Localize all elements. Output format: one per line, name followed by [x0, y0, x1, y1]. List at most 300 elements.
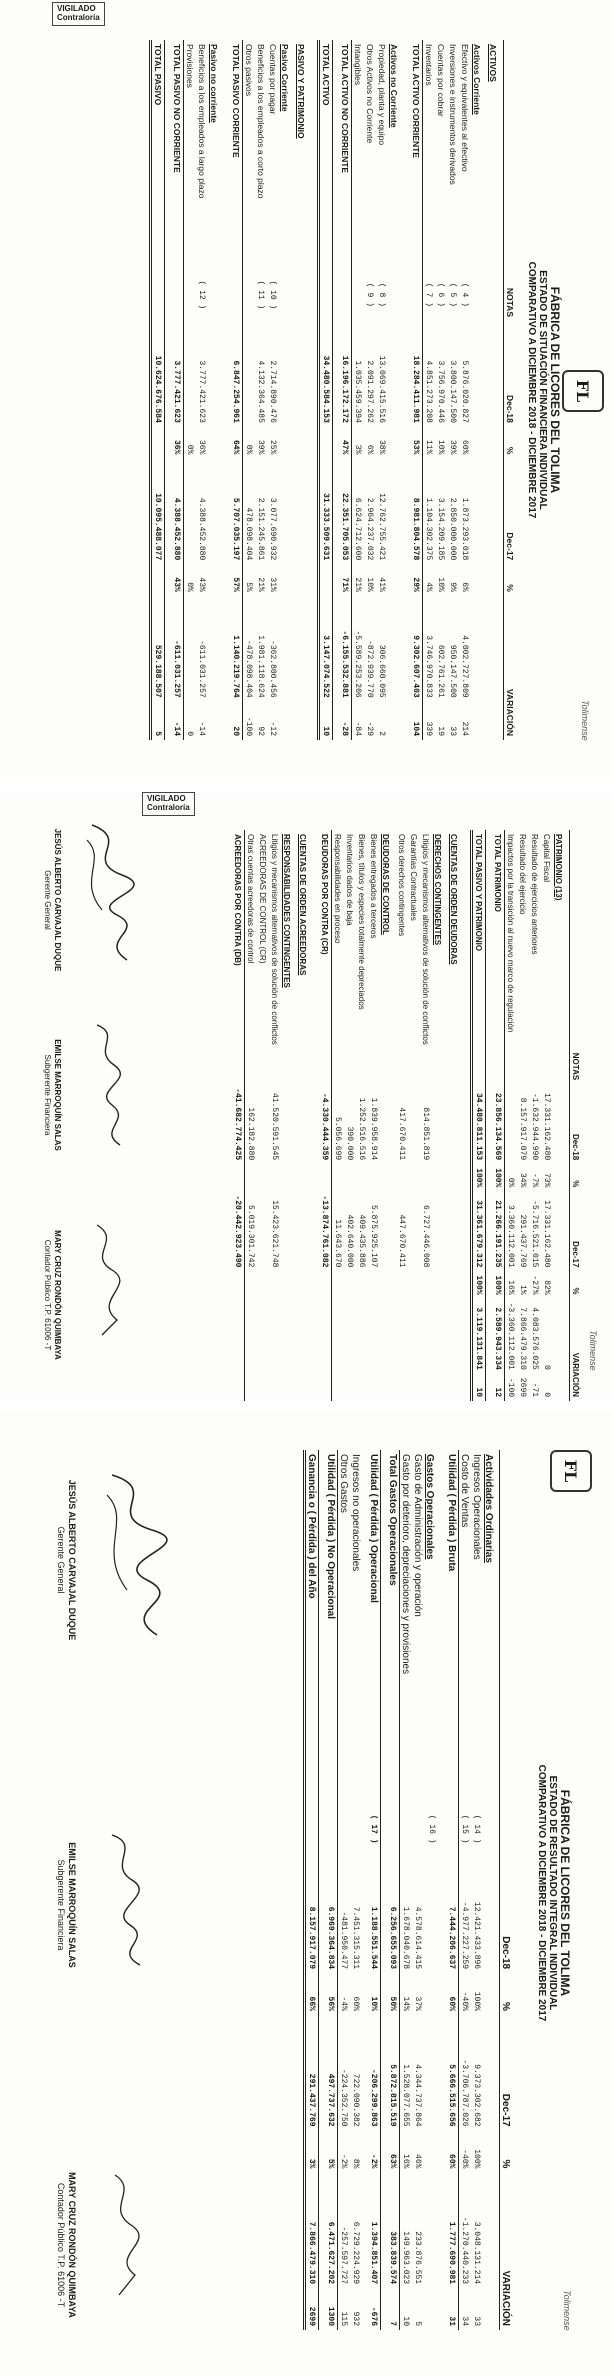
value-dec-18 — [295, 321, 311, 427]
variation-value — [380, 1299, 396, 1374]
row-note: ( 15 ) — [460, 1814, 470, 1844]
row-note: ( 9 ) — [365, 282, 375, 307]
table-row — [319, 1450, 326, 2330]
table-row — [541, 830, 553, 1401]
value-dec-17 — [471, 458, 487, 564]
percent-dec-18: 60% — [446, 1973, 459, 2015]
value-dec-18 — [408, 1084, 420, 1164]
row-label: Total Gastos Operacionales — [387, 1450, 400, 1801]
row-note — [492, 1049, 505, 1084]
percent-dec-17 — [471, 564, 487, 596]
variation-percent: -71 — [530, 1382, 540, 1398]
value-dec-17: 12.762.755.421 — [377, 493, 387, 561]
row-label: Resultado de ejercicios anteriores — [530, 834, 540, 955]
variation-value — [295, 596, 311, 702]
percent-dec-18 — [332, 1164, 345, 1191]
row-label: Inversiones e instrumentos derivados — [448, 44, 458, 185]
variation-value — [396, 1299, 408, 1374]
percent-dec-18 — [487, 427, 504, 459]
percent-dec-18: 0% — [185, 444, 195, 455]
percent-dec-18: 56% — [325, 1973, 338, 2015]
variation-value — [388, 596, 404, 702]
percent-dec-17 — [408, 1271, 420, 1298]
value-dec-17 — [279, 458, 295, 564]
value-dec-18: 3.800.147.500 — [448, 360, 458, 423]
variation-percent — [420, 1374, 432, 1401]
variation-value: 602.761.261 — [436, 644, 446, 698]
table-row — [338, 1450, 351, 2330]
table-row — [295, 40, 311, 740]
percent-dec-17: 21% — [353, 577, 363, 592]
table-row — [448, 830, 464, 1401]
percent-dec-18: 11% — [424, 440, 434, 455]
value-dec-17: 31.361.679.312 — [472, 1191, 486, 1271]
value-dec-18: 16.196.172.172 — [339, 321, 352, 427]
percent-dec-17: 31% — [268, 577, 278, 592]
table-row — [459, 1450, 472, 2330]
row-label: CUENTAS DE ORDEN DEUDORAS — [449, 834, 459, 965]
percent-dec-18: 47% — [339, 427, 352, 459]
table-row — [184, 40, 197, 740]
vigilado-stamp: VIGILADO Contraloría — [52, 2, 105, 26]
row-label: Gastos Operacionales — [424, 1454, 436, 1560]
table-row — [376, 40, 388, 740]
table-row — [408, 830, 420, 1401]
row-label: Activos Corriente — [472, 44, 482, 115]
variation-percent — [269, 1374, 281, 1401]
variation-percent: -100 — [506, 1377, 516, 1398]
table-row — [230, 40, 243, 740]
page-2-rotated-content — [0, 790, 612, 1400]
page-1-header — [526, 0, 562, 780]
row-note — [368, 1049, 380, 1084]
value-dec-17: 8.981.804.578 — [410, 458, 423, 564]
row-note: ( 8 ) — [377, 282, 387, 307]
row-label: TOTAL ACTIVO — [319, 40, 333, 269]
value-dec-18: -4.330.444.359 — [319, 1084, 332, 1164]
percent-dec-18 — [297, 1164, 313, 1191]
table-row — [151, 40, 165, 740]
percent-dec-18: 6% — [365, 444, 375, 455]
table-row — [387, 1450, 400, 2330]
percent-dec-18 — [368, 1164, 380, 1191]
variation-value: 233.876.551 — [413, 2231, 423, 2285]
percent-dec-17: 0% — [185, 582, 195, 592]
table-header-row — [504, 40, 517, 740]
column-header-pct2: % — [570, 1271, 583, 1298]
percent-dec-17 — [396, 1271, 408, 1298]
value-dec-18: 3.777.421.623 — [197, 360, 207, 423]
value-dec-18 — [380, 1084, 396, 1164]
row-label: PATRIMONIO (13) — [554, 834, 564, 901]
value-dec-17: 3.154.209.185 — [436, 497, 446, 561]
percent-dec-17 — [483, 2131, 500, 2173]
value-dec-17: 1.104.302.375 — [424, 497, 434, 561]
row-label: Litigios y mecanismos alternativos de solución de conflictos — [421, 834, 431, 1045]
row-note — [319, 1049, 332, 1084]
column-header-pct1: % — [570, 1164, 583, 1191]
variation-percent: 20 — [230, 702, 243, 740]
row-label: Propiedad, planta y equipo — [377, 44, 387, 146]
spacer-cell — [464, 830, 472, 1401]
row-label: Bienes, títulos y especies totalmente depreciados — [357, 834, 367, 1010]
row-note: ( 10 ) — [268, 280, 278, 310]
row-note — [471, 269, 487, 321]
table-row — [279, 40, 295, 740]
row-label: Impactos por la transición al nuevo marco de regulación — [506, 834, 516, 1033]
percent-dec-17: 29% — [410, 564, 423, 596]
value-dec-17: 22.351.705.053 — [339, 458, 352, 564]
row-label: DERECHOS CONTINGENTES — [433, 834, 443, 946]
variation-percent — [279, 702, 295, 740]
row-label: Efectivo y equivalentes al efectivo — [460, 44, 470, 172]
variation-value: 383.839.574 — [387, 2172, 400, 2288]
row-note: ( 14 ) — [472, 1814, 482, 1844]
table-row — [440, 1450, 446, 2330]
value-dec-18 — [208, 321, 224, 427]
table-row — [472, 830, 486, 1401]
value-dec-17 — [432, 1191, 448, 1271]
spacer-cell — [486, 830, 493, 1401]
percent-dec-18: 39% — [448, 440, 458, 455]
percent-dec-17: 43% — [197, 577, 207, 592]
value-dec-17: 10.095.488.077 — [151, 458, 165, 564]
variation-percent — [356, 1374, 368, 1401]
value-dec-18 — [471, 321, 487, 427]
variation-value: 1.777.690.981 — [446, 2172, 459, 2288]
column-header-notas: NOTAS — [504, 269, 517, 321]
variation-value: 9.302.607.403 — [410, 596, 423, 702]
row-label: Cuentas por pagar — [268, 44, 278, 115]
value-dec-17: -3.706.787.026 — [460, 2059, 470, 2127]
table-row — [305, 1450, 319, 2330]
variation-percent: 0 — [185, 731, 195, 736]
value-dec-18 — [279, 321, 295, 427]
variation-value: 1.140.219.764 — [230, 596, 243, 702]
row-note — [472, 1049, 486, 1084]
column-header-dec18: Dec-18 — [500, 1857, 513, 1973]
row-note: ( 7 ) — [424, 282, 434, 307]
value-dec-17: 5.666.515.656 — [446, 2015, 459, 2131]
signature-finance: EMILSE MARROQUÍN SALAS Subgerente Financiera — [56, 1842, 77, 1968]
table-row — [464, 830, 472, 1401]
value-dec-17: 5.875.925.107 — [369, 1205, 379, 1268]
percent-dec-17: 9% — [448, 582, 458, 592]
row-note — [297, 1049, 313, 1084]
table-row — [339, 40, 352, 740]
column-header-label — [504, 40, 517, 269]
row-note — [448, 1049, 464, 1084]
variation-percent — [487, 702, 504, 740]
variation-percent: 2699 — [518, 1377, 528, 1398]
variation-value — [269, 1299, 281, 1374]
row-note — [408, 1049, 420, 1084]
spacer-cell — [319, 1450, 326, 2330]
table-row — [196, 40, 208, 740]
percent-dec-18: 36% — [197, 440, 207, 455]
variation-value — [448, 1299, 464, 1374]
value-dec-17: 4.388.452.880 — [197, 497, 207, 561]
table-header-row — [570, 830, 583, 1401]
variation-percent: -14 — [197, 721, 207, 736]
row-note — [305, 1801, 319, 1858]
variation-percent: -28 — [339, 702, 352, 740]
variation-value: -5.589.253.206 — [353, 630, 363, 698]
percent-dec-17 — [245, 1271, 258, 1298]
variation-value: 3.147.074.522 — [319, 596, 333, 702]
variation-value: -362.800.456 — [268, 640, 278, 698]
value-dec-18 — [505, 1084, 518, 1164]
table-row — [483, 1450, 500, 2330]
percent-dec-17 — [356, 1271, 368, 1298]
table-row — [297, 830, 313, 1401]
variation-value: 1.981.118.624 — [256, 635, 266, 698]
value-dec-17: 402.640.000 — [345, 1214, 355, 1268]
row-note — [356, 1049, 368, 1084]
value-dec-18 — [483, 1857, 500, 1973]
table-row — [447, 40, 459, 740]
value-dec-17: 722.090.382 — [351, 2073, 361, 2127]
percent-dec-18 — [448, 1164, 464, 1191]
percent-dec-17: 82% — [542, 1280, 552, 1295]
row-label: Ingresos no operacionales — [350, 1454, 362, 1572]
value-dec-18: 8.157.917.079 — [518, 1097, 528, 1161]
value-dec-17: 5.707.035.197 — [230, 458, 243, 564]
variation-percent: 31 — [446, 2288, 459, 2330]
row-note — [245, 1049, 258, 1084]
percent-dec-18 — [356, 1164, 368, 1191]
signature-manager: JESÚS ALBERTO CARVAJAL DUQUE Gerente General — [43, 828, 62, 972]
percent-dec-18: 66% — [305, 1973, 319, 2015]
percent-dec-18: 34% — [518, 1173, 528, 1188]
percent-dec-17: 16% — [401, 2154, 411, 2169]
row-label: ACTIVOS — [488, 44, 498, 82]
percent-dec-18 — [319, 427, 333, 459]
row-note — [396, 1049, 408, 1084]
spacer-cell — [440, 1450, 446, 2330]
value-dec-17: -206.299.863 — [368, 2015, 381, 2131]
percent-dec-18: 73% — [542, 1173, 552, 1188]
variation-value: -3.360.112.001 — [506, 1302, 516, 1370]
percent-dec-18: 60% — [460, 440, 470, 455]
table-row — [435, 40, 447, 740]
value-dec-18: -4.977.227.259 — [460, 1901, 470, 1970]
percent-dec-18: 25% — [268, 440, 278, 455]
company-logo: FL — [550, 1450, 592, 1492]
value-dec-18 — [432, 1084, 448, 1164]
row-label: TOTAL PASIVO — [151, 40, 165, 269]
variation-percent — [368, 1374, 380, 1401]
value-dec-17: 17.331.162.480 — [542, 1200, 552, 1268]
table-row — [471, 40, 487, 740]
variation-value — [553, 1299, 570, 1374]
value-dec-17: 21.266.191.235 — [492, 1191, 505, 1271]
percent-dec-17 — [448, 1271, 464, 1298]
variation-percent — [388, 702, 404, 740]
value-dec-18: 1.035.459.394 — [353, 360, 363, 423]
variation-percent — [408, 1374, 420, 1401]
variation-percent — [432, 1374, 448, 1401]
row-note — [541, 1049, 553, 1084]
percent-dec-17: -2% — [339, 2154, 349, 2169]
row-label: Gasto de Administración y operación — [412, 1454, 424, 1617]
percent-dec-18: 64% — [230, 427, 243, 459]
value-dec-17: 1.873.293.018 — [460, 497, 470, 561]
row-label: Pasivo Corriente — [280, 44, 290, 112]
value-dec-18: -481.950.477 — [339, 1911, 349, 1970]
variation-percent: 115 — [339, 2311, 349, 2326]
table-row — [517, 830, 529, 1401]
table-row — [224, 40, 230, 740]
variation-value: 6.729.224.929 — [351, 2221, 361, 2285]
percent-dec-18: 53% — [410, 427, 423, 459]
table-row — [487, 40, 504, 740]
percent-dec-17: 100% — [472, 2149, 482, 2169]
table-row — [356, 830, 368, 1401]
percent-dec-18 — [483, 1973, 500, 2015]
row-note: ( 16 ) — [427, 1814, 437, 1844]
value-dec-17: 409.435.886 — [357, 1214, 367, 1268]
signature-scribble-2 — [97, 1830, 152, 1970]
value-dec-18: 1.252.516.516 — [357, 1097, 367, 1161]
percent-dec-17: 43% — [171, 564, 184, 596]
variation-value — [279, 596, 295, 702]
column-header-var: VARIACIÓN — [570, 1299, 583, 1401]
row-label: Otras cuentas acreedoras de control — [246, 834, 256, 964]
value-dec-17: -13.874.761.082 — [319, 1191, 332, 1271]
percent-dec-17 — [151, 564, 165, 596]
percent-dec-18: 100% — [492, 1164, 505, 1191]
row-note — [319, 269, 333, 321]
column-header-dec17: Dec-17 — [500, 2015, 513, 2131]
row-label: PASIVO Y PATRIMONIO — [296, 44, 306, 139]
row-note — [388, 269, 404, 321]
vigilado-stamp: VIGILADO Contraloría — [142, 792, 195, 816]
row-label: Utilidad ( Pérdida ) No Operacional — [325, 1450, 338, 1801]
value-dec-17: 2.151.245.861 — [256, 497, 266, 561]
value-dec-17 — [297, 1191, 313, 1271]
row-note — [517, 1049, 529, 1084]
variation-percent — [483, 2288, 500, 2330]
variation-percent: 5 — [413, 2321, 423, 2326]
row-note: ( 11 ) — [256, 280, 266, 310]
value-dec-18 — [184, 321, 197, 427]
percent-dec-18: 60% — [351, 1996, 361, 2011]
variation-value: -872.939.770 — [365, 640, 375, 698]
spacer-cell — [404, 40, 410, 740]
table-row — [529, 830, 541, 1401]
row-label: DEUDORAS DE CONTROL — [381, 834, 391, 935]
page-3-subtitle: ESTADO DE RESULTADO INTEGRAL INDIVIDUAL — [547, 1775, 558, 2011]
table-row — [380, 830, 396, 1401]
variation-percent: 7 — [387, 2288, 400, 2330]
page-1-rotated-content — [0, 0, 612, 780]
value-dec-17 — [487, 458, 504, 564]
row-label: ACREEDORAS DE CONTROL (CR) — [258, 834, 268, 964]
variation-percent — [257, 1374, 269, 1401]
page-1-period: COMPARATIVO A DICIEMBRE 2018 - DICIEMBRE 2017 — [526, 261, 537, 519]
value-dec-17: 2.964.237.032 — [365, 497, 375, 561]
value-dec-17 — [553, 1191, 570, 1271]
variation-percent: 339 — [424, 721, 434, 736]
row-note — [400, 1801, 413, 1858]
variation-percent — [424, 2288, 440, 2330]
variation-value — [297, 1299, 313, 1374]
variation-percent: 33 — [472, 2316, 482, 2326]
row-note — [151, 269, 165, 321]
value-dec-18: 7.444.206.637 — [446, 1857, 459, 1973]
percent-dec-18 — [420, 1164, 432, 1191]
income-statement-table — [303, 1450, 512, 2330]
percent-dec-17: -2% — [368, 2131, 381, 2173]
row-note — [325, 1801, 338, 1858]
row-label: Beneficios a los empleados a largo plazo — [197, 44, 207, 199]
variation-percent: 104 — [410, 702, 423, 740]
table-row — [267, 40, 279, 740]
variation-value — [344, 1299, 356, 1374]
column-header-pct1: % — [500, 1973, 513, 2015]
value-dec-17: 6.727.446.008 — [421, 1205, 431, 1268]
table-row — [471, 1450, 483, 2330]
table-row — [333, 40, 340, 740]
variation-percent — [295, 702, 311, 740]
percent-dec-18 — [380, 1164, 396, 1191]
percent-dec-18: 100% — [472, 1991, 482, 2011]
table-row — [410, 40, 423, 740]
value-dec-17: 6.624.712.600 — [353, 497, 363, 561]
percent-dec-17: -40% — [460, 2149, 470, 2169]
table-row — [319, 40, 333, 740]
variation-value — [245, 1299, 258, 1374]
percent-dec-18: -40% — [460, 1991, 470, 2011]
percent-dec-17 — [380, 1271, 396, 1298]
variation-value: -6.155.532.881 — [339, 596, 352, 702]
table-row — [362, 1450, 368, 2330]
table-row — [269, 830, 281, 1401]
page-1-subtitle: ESTADO DE SITUACIÓN FINANCIERA INDIVIDUAL — [537, 270, 548, 510]
percent-dec-18 — [432, 1164, 448, 1191]
row-note — [269, 1049, 281, 1084]
percent-dec-17: 6% — [460, 582, 470, 592]
value-dec-18: 417.670.411 — [397, 1107, 407, 1161]
variation-value — [257, 1299, 269, 1374]
table-row — [255, 40, 267, 740]
table-row — [325, 1450, 338, 2330]
value-dec-17: 4.388.452.880 — [171, 458, 184, 564]
table-row — [313, 830, 319, 1401]
column-header-pct2: % — [500, 2131, 513, 2173]
value-dec-17 — [208, 458, 224, 564]
row-label: Intangibles — [353, 44, 363, 86]
percent-dec-18 — [388, 427, 404, 459]
percent-dec-17 — [319, 1271, 332, 1298]
row-label: Inventarios dados de baja — [345, 834, 355, 926]
value-dec-18: 12.421.433.896 — [472, 1901, 482, 1970]
value-dec-18: 390.000 — [345, 1126, 355, 1161]
row-label: TOTAL ACTIVO CORRIENTE — [410, 40, 423, 269]
spacer-cell — [313, 830, 319, 1401]
company-logo: FL — [562, 370, 604, 412]
income-statement-page — [0, 1410, 612, 2376]
table-row — [396, 830, 408, 1401]
percent-dec-18 — [424, 1973, 440, 2015]
percent-dec-18: -7% — [530, 1173, 540, 1188]
variation-value: 306.660.095 — [377, 644, 387, 698]
percent-dec-17: 71% — [339, 564, 352, 596]
variation-percent — [448, 1374, 464, 1401]
percent-dec-17: 4% — [424, 582, 434, 592]
value-dec-17 — [448, 1191, 464, 1271]
